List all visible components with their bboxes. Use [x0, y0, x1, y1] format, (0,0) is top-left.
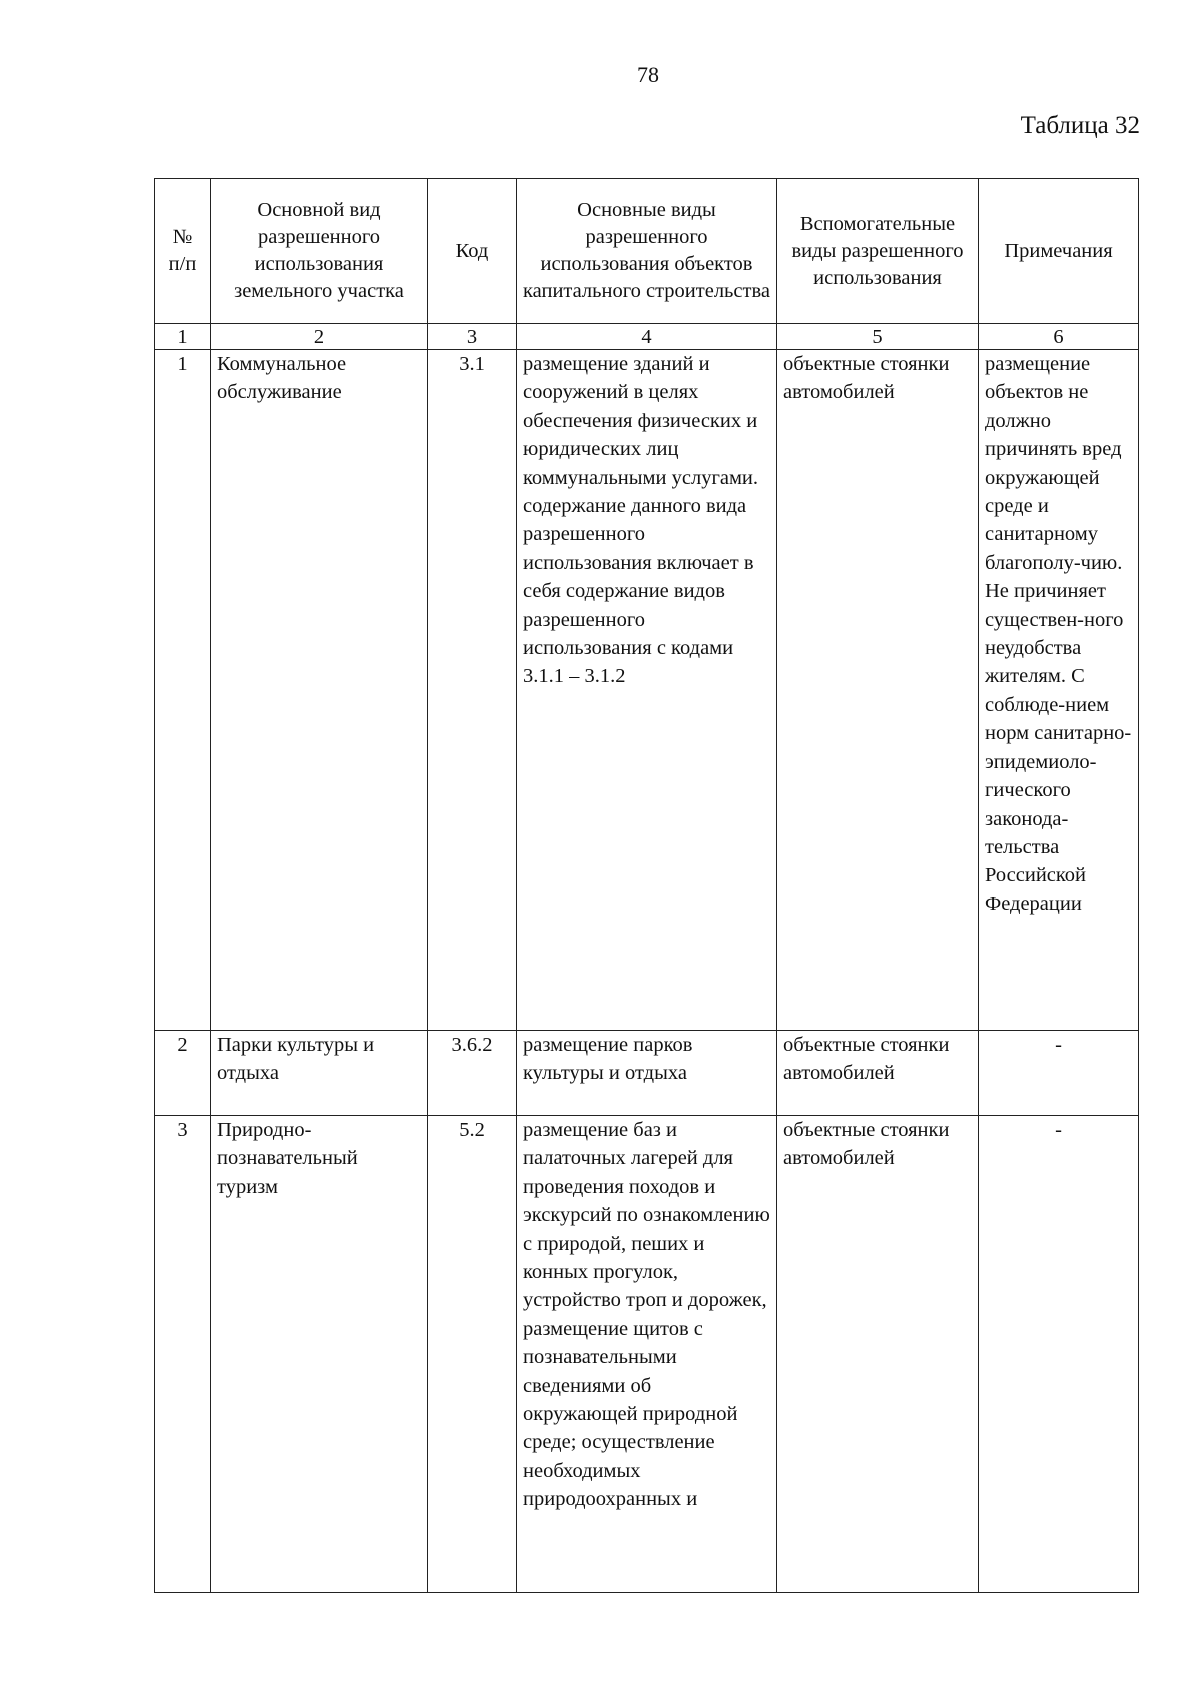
- header-cell: № п/п: [155, 179, 211, 324]
- header-cell: Основные виды разрешенного использования объектов капитального строительства: [517, 179, 777, 324]
- notes-cell: размещение объектов не должно причинять вред окружающей среде и санитарному благополу-чию. Не причиняет существен-ного неудобства жителям. С соблюде-нием норм санитарно-эпидемиоло-гического законода-тельства Российской Федерации: [979, 350, 1139, 1031]
- code-cell: 3.1: [428, 350, 517, 1031]
- main-uses-cell: размещение зданий и сооружений в целях обеспечения физических и юридических лиц коммунальными услугами. содержание данного вида разрешенного использования включает в себя содержание видов разрешенного использования с кодами 3.1.1 – 3.1.2: [517, 350, 777, 1031]
- notes-cell: -: [979, 1031, 1139, 1116]
- column-number-cell: 6: [979, 324, 1139, 350]
- row-number-cell: 1: [155, 350, 211, 1031]
- code-cell: 5.2: [428, 1116, 517, 1593]
- column-number-cell: 1: [155, 324, 211, 350]
- header-cell: Вспомогательные виды разрешенного использования: [777, 179, 979, 324]
- main-uses-cell: размещение баз и палаточных лагерей для проведения походов и экскурсий по ознакомлению с природой, пеших и конных прогулок, устройство троп и дорожек, размещение щитов с познавательными сведениями об окружающей природной среде; осуществление необходимых природоохранных и: [517, 1116, 777, 1593]
- column-number-row: [155, 324, 1139, 350]
- column-number-cell: 3: [428, 324, 517, 350]
- land-use-name-cell: Коммунальное обслуживание: [211, 350, 428, 1031]
- column-number-cell: 4: [517, 324, 777, 350]
- header-row: [155, 179, 1139, 324]
- header-cell: Основной вид разрешенного использования земельного участка: [211, 179, 428, 324]
- auxiliary-uses-cell: объектные стоянки автомобилей: [777, 350, 979, 1031]
- land-use-name-cell: Парки культуры и отдыха: [211, 1031, 428, 1116]
- column-number-cell: 2: [211, 324, 428, 350]
- row-number-cell: 3: [155, 1116, 211, 1593]
- table-row: [155, 1031, 1139, 1116]
- land-use-name-cell: Природно-познавательный туризм: [211, 1116, 428, 1593]
- table-row: [155, 350, 1139, 1031]
- table-caption: Таблица 32: [1020, 112, 1140, 139]
- main-uses-cell: размещение парков культуры и отдыха: [517, 1031, 777, 1116]
- column-number-cell: 5: [777, 324, 979, 350]
- code-cell: 3.6.2: [428, 1031, 517, 1116]
- auxiliary-uses-cell: объектные стоянки автомобилей: [777, 1031, 979, 1116]
- auxiliary-uses-cell: объектные стоянки автомобилей: [777, 1116, 979, 1593]
- header-cell: Примечания: [979, 179, 1139, 324]
- land-use-table: [154, 178, 1139, 1593]
- page-number: 78: [637, 62, 659, 87]
- row-number-cell: 2: [155, 1031, 211, 1116]
- table-row: [155, 1116, 1139, 1593]
- notes-cell: -: [979, 1116, 1139, 1593]
- header-cell: Код: [428, 179, 517, 324]
